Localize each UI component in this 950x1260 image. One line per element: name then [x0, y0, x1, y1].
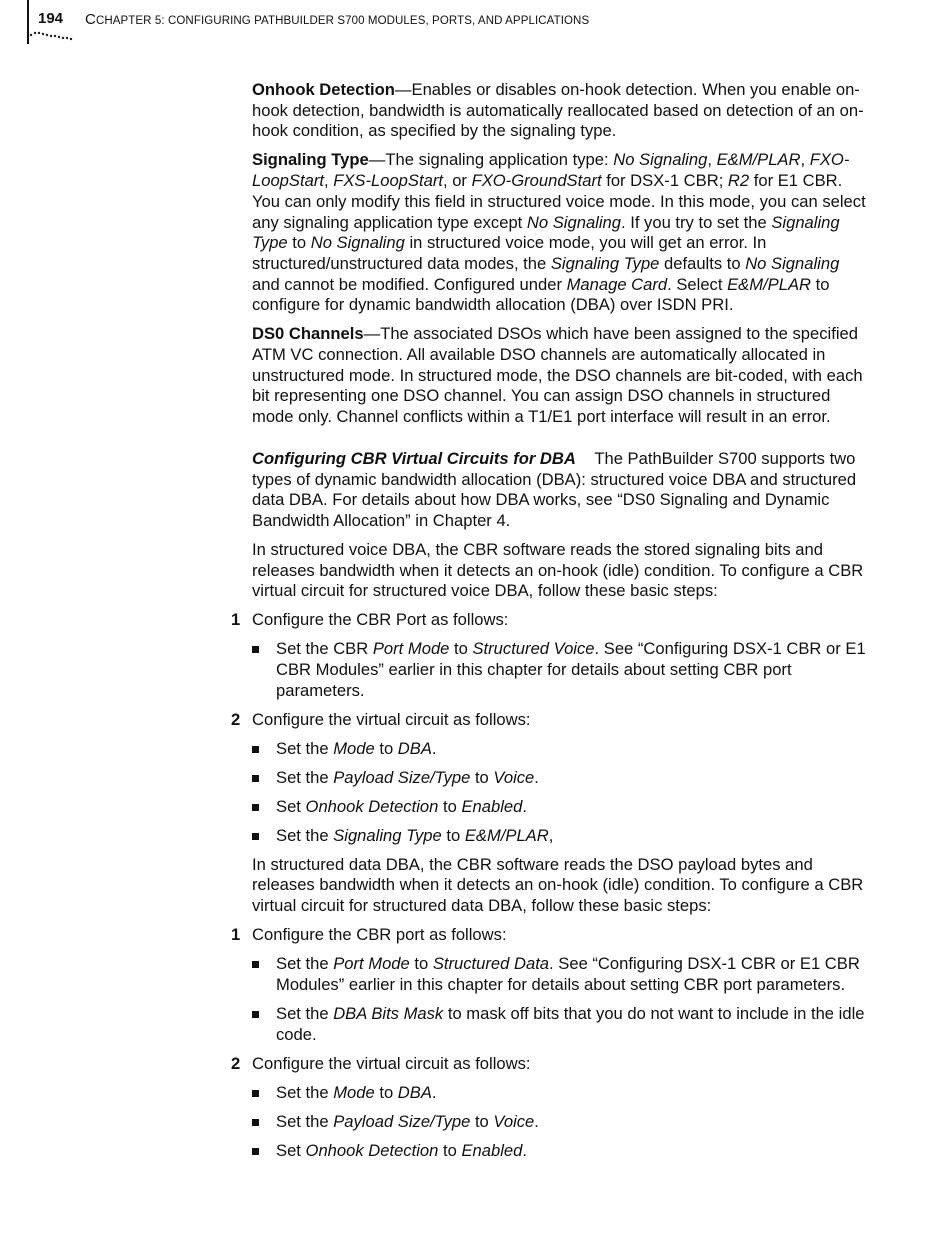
bullet-square-icon — [252, 961, 259, 968]
voice-step-2: 2 Configure the virtual circuit as follows: — [231, 709, 531, 729]
cbr-dba-paragraph: Configuring CBR Virtual Circuits for DBA The PathBuilder S700 supports two types of dynamic bandwidth allocation (DBA): structured voice DBA and structured data DBA. For details about how DBA works, see “DS0 Signaling and Dynamic Bandwidth Allocation” in Chapter 4. — [252, 448, 857, 530]
bullet-square-icon — [252, 1148, 259, 1155]
list-item: Set the DBA Bits Mask to mask off bits that you do not want to include in the idle code. — [252, 1004, 866, 1045]
list-item: Set the CBR Port Mode to Structured Voice. See “Configuring DSX-1 CBR or E1 CBR Modules” earlier in this chapter for details about setting CBR port parameters. — [252, 639, 866, 701]
bullet-square-icon — [252, 1011, 259, 1018]
data-step-1: 1 Configure the CBR port as follows: — [231, 925, 507, 945]
step-number: 1 — [231, 925, 241, 945]
term: Onhook Detection — [252, 80, 395, 99]
bullet-square-icon — [252, 1090, 259, 1097]
step-number: 2 — [231, 709, 241, 729]
list-item: Set the Payload Size/Type to Voice. — [252, 1112, 866, 1133]
list-item: Set the Port Mode to Structured Data. See “Configuring DSX-1 CBR or E1 CBR Modules” earlier in this chapter for details about setting CBR port parameters. — [252, 954, 866, 995]
list-item: Set the Payload Size/Type to Voice. — [252, 768, 866, 789]
page-body — [231, 80, 866, 1170]
voice-step-1: 1 Configure the CBR Port as follows: — [231, 610, 509, 630]
running-head-initial: C — [85, 11, 96, 28]
voice-dba-intro: In structured voice DBA, the CBR software reads the stored signaling bits and releases bandwidth when it detects an on-hook (idle) condition. To configure a CBR virtual circuit for structured voice DBA, follow these basic steps: — [252, 539, 864, 601]
step-number: 1 — [231, 610, 241, 630]
bullet-square-icon — [252, 775, 259, 782]
bullet-square-icon — [252, 833, 259, 840]
running-head-text: CHAPTER 5: CONFIGURING PATHBUILDER S700 MODULES, PORTS, AND APPLICATIONS — [95, 15, 590, 27]
page-number: 194 — [38, 10, 64, 27]
list-item: Set the Signaling Type to E&M/PLAR, — [252, 826, 866, 847]
bullet-square-icon — [252, 1119, 259, 1126]
header-dots-ornament — [29, 30, 75, 42]
list-item: Set the Mode to DBA. — [252, 1083, 866, 1104]
bullet-square-icon — [252, 646, 259, 653]
term: Signaling Type — [252, 150, 369, 170]
list-item: Set the Mode to DBA. — [252, 739, 866, 760]
signaling-type-paragraph: Signaling Type—The signaling application type: No Signaling, E&M/PLAR, FXO-LoopStart, FXS-LoopStart, or FXO-GroundStart for DSX-1 CBR; R2 for E1 CBR. You can only modify this field in structured voice mode. In this mode, you can select any signaling application type except No Signaling. If you try to set the Signaling Type to No Signaling in structured voice mode, you will get an error. In structured/unstructured data modes, the Signaling Type defaults to No Signaling and cannot be modified. Configured under Manage Card. Select E&M/PLAR to configure for dynamic bandwidth allocation (DBA) over ISDN PRI. — [252, 150, 866, 315]
section-heading: Configuring CBR Virtual Circuits for DBA — [252, 448, 576, 468]
data-dba-intro: In structured data DBA, the CBR software reads the DSO payload bytes and releases bandwidth when it detects an on-hook (idle) condition. To configure a CBR virtual circuit for structured data DBA, follow these basic steps: — [252, 854, 864, 916]
onhook-detection-paragraph: Onhook Detection—Enables or disables on-hook detection. When you enable on-hook detection, bandwidth is automatically reallocated based on detection of an on-hook condition, as specified by the signaling type. — [252, 80, 864, 141]
bullet-square-icon — [252, 746, 259, 753]
list-item: Set Onhook Detection to Enabled. — [252, 797, 866, 818]
list-item: Set Onhook Detection to Enabled. — [252, 1141, 866, 1162]
term: DS0 Channels — [252, 324, 364, 344]
running-head — [85, 11, 589, 28]
page-header — [0, 0, 950, 50]
step-number: 2 — [231, 1053, 241, 1073]
bullet-square-icon — [252, 804, 259, 811]
data-step-2: 2 Configure the virtual circuit as follows: — [231, 1053, 531, 1073]
ds0-channels-paragraph: DS0 Channels—The associated DSOs which have been assigned to the specified ATM VC connection. All available DSO channels are automatically allocated in unstructured mode. In structured mode, the DSO channels are bit-coded, with each bit representing one DSO channel. You can assign DSO channels in structured mode only. Channel conflicts within a T1/E1 port interface will result in an error. — [252, 324, 863, 427]
